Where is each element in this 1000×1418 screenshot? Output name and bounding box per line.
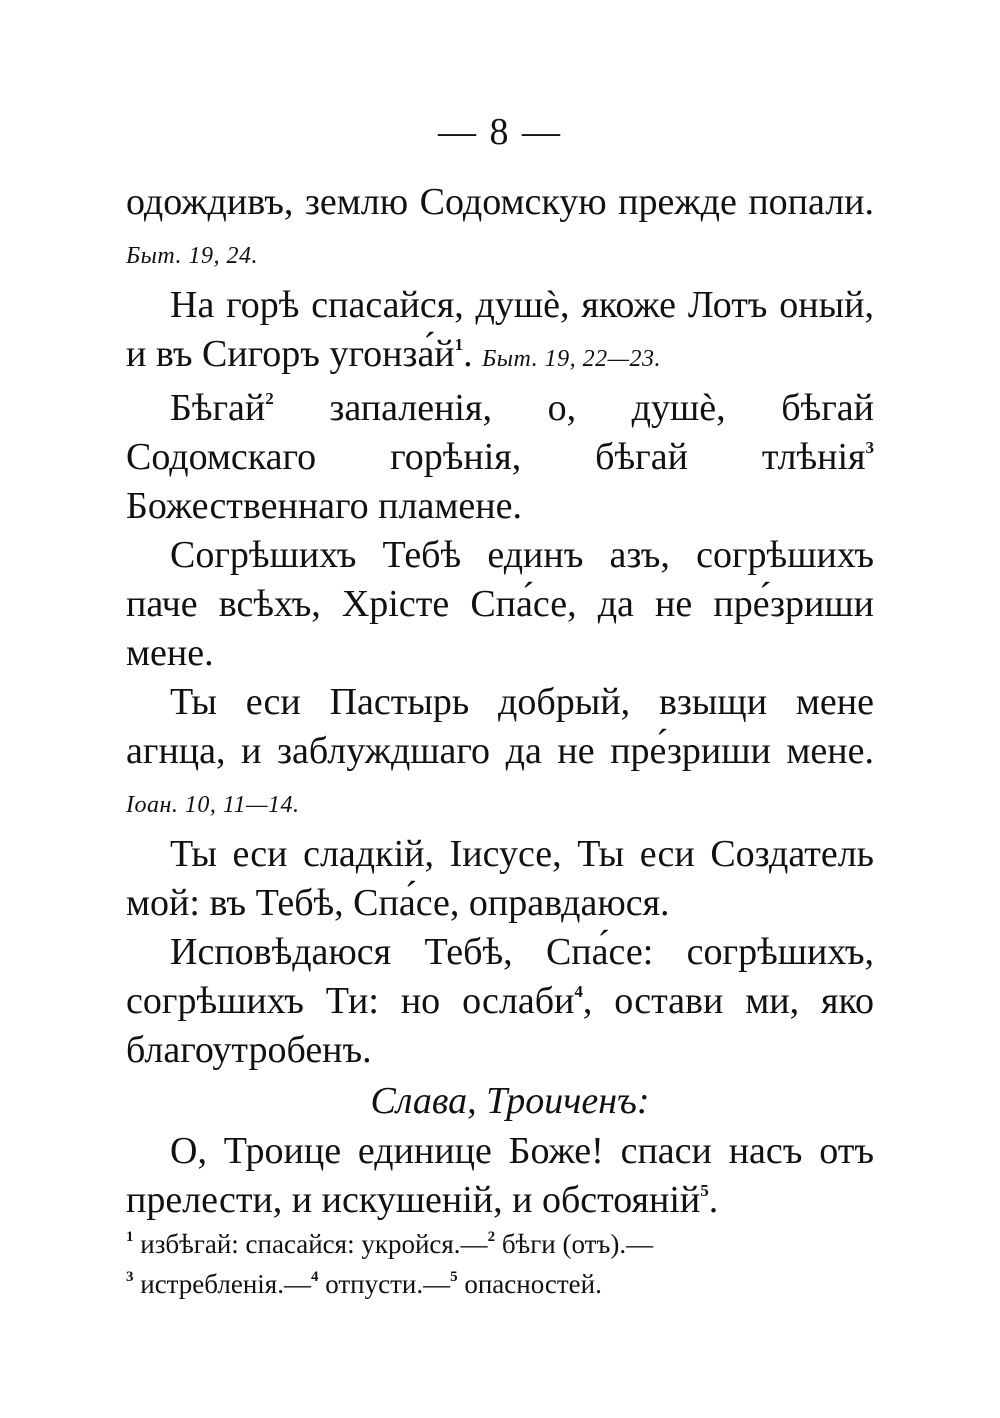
paragraph-text: Исповѣдаюся Тебѣ, Спа́се: согрѣшихъ, согрѣшихъ Ти: но ослаби (126, 931, 874, 1022)
paragraph-1 (126, 178, 874, 281)
footnote-mark: 4 (574, 982, 583, 1001)
main-text (126, 178, 874, 1225)
paragraph-2 (126, 281, 874, 384)
footnote-line (126, 1224, 886, 1264)
footnote-text: избѣгай: спасайся: укройся.— (133, 1229, 488, 1259)
paragraph-final (126, 1127, 874, 1225)
footnote-number: 5 (450, 1269, 458, 1285)
footnote-mark: 5 (700, 1181, 709, 1200)
footnote-number: 1 (126, 1229, 134, 1245)
footnotes (126, 1224, 886, 1304)
paragraph-text: . (708, 1179, 719, 1221)
footnote-text: бѣги (отъ).— (495, 1229, 654, 1259)
scripture-reference: Іоан. 10, 11—14. (126, 792, 300, 818)
paragraph-4 (126, 531, 874, 678)
paragraph-text: одождивъ, землю Содомскую прежде попали. (126, 181, 874, 223)
paragraph-text: Ты еси сладкій, Іисусе, Ты еси Создатель мой: въ Тебѣ, Спа́се, оправдаюся. (126, 833, 874, 924)
footnote-number: 4 (310, 1269, 319, 1285)
footnote-line (126, 1264, 886, 1304)
paragraph-7 (126, 928, 874, 1075)
footnote-number: 3 (126, 1269, 134, 1285)
paragraph-text: Ты еси Пастырь добрый, взыщи мене агнца, и заблуждшаго да не пре́зриши мене. (126, 681, 874, 772)
footnote-text: отпусти.— (318, 1269, 451, 1299)
page-number: — 8 — (438, 111, 562, 153)
paragraph-text: О, Троице единице Боже! спаси насъ отъ прелести, и искушеній, и обстояній (126, 1130, 874, 1221)
paragraph-3 (126, 384, 874, 531)
paragraph-6 (126, 830, 874, 928)
paragraph-5 (126, 678, 874, 830)
paragraph-text: Божественнаго пламене. (126, 485, 522, 527)
paragraph-text: запаленія, о, душѐ, бѣгай Содомскаго горѣнія, бѣгай тлѣнія (126, 387, 874, 478)
scripture-reference: Быт. 19, 24. (126, 243, 259, 269)
scripture-reference: Быт. 19, 22—23. (482, 346, 662, 372)
section-heading: Слава, Троиченъ: (370, 1080, 650, 1122)
paragraph-text: . (463, 333, 473, 375)
paragraph-text: На горѣ спасайся, душѐ, якоже Лотъ оный, и въ Сигоръ угонза́й (126, 284, 874, 375)
paragraph-text: Согрѣшихъ Тебѣ единъ азъ, согрѣшихъ паче всѣхъ, Хрісте Спа́се, да не пре́зриши мене. (126, 534, 874, 674)
footnote-number: 2 (487, 1229, 496, 1245)
footnote-text: опасностей. (457, 1269, 602, 1299)
paragraph-text: Бѣгай (170, 387, 266, 429)
footnote-mark: 1 (454, 335, 464, 354)
footnote-mark: 2 (265, 389, 274, 408)
footnote-text: истребленія.— (133, 1269, 311, 1299)
footnote-mark: 3 (865, 438, 874, 457)
paragraph-text: , остави ми, яко благоутробенъ. (126, 980, 874, 1071)
